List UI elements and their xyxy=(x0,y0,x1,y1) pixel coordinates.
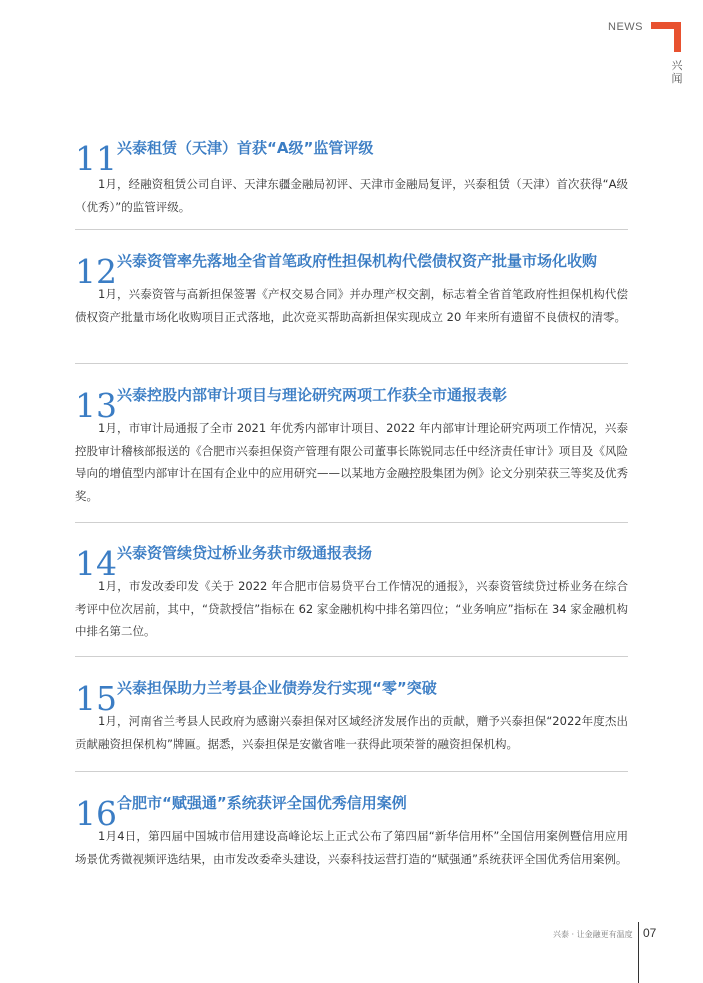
section-title: 兴闻 xyxy=(671,59,683,85)
item-body: 1月，河南省兰考县人民政府为感谢兴泰担保对区域经济发展作出的贡献，赠予兴泰担保“2022年度杰出贡献融资担保机构”牌匾。据悉，兴泰担保是安徽省唯一获得此项荣誉的融资担保机构。 xyxy=(75,714,628,751)
item-number: 15 xyxy=(75,679,117,718)
item-title: 兴泰租赁（天津）首获“A级”监管评级 xyxy=(117,139,374,157)
item-body: 1月，市审计局通报了全市 2021 年优秀内部审计项目、2022 年内部审计理论研究两项工作情况，兴泰控股审计稽核部报送的《合肥市兴泰担保资产管理有限公司董事长陈锐同志任中经济责任审计》项目及《风险导向的增值型内部审计在国有企业中的应用研究——以某地方金融控股集团为例》论文分别荣获三等奖及优秀奖。 xyxy=(75,421,628,503)
divider xyxy=(75,522,628,523)
item-number: 12 xyxy=(75,252,117,291)
item-title: 兴泰控股内部审计项目与理论研究两项工作获全市通报表彰 xyxy=(117,386,508,404)
item-body: 1月，市发改委印发《关于 2022 年合肥市信易贷平台工作情况的通报》，兴泰资管续贷过桥业务在综合考评中位次居前，其中，“贷款授信”指标在 62 家金融机构中排名第四位；“业务响应”指标在 34 家金融机构中排名第二位。 xyxy=(75,579,628,638)
item-title: 兴泰资管续贷过桥业务获市级通报表扬 xyxy=(117,544,373,562)
news-item-12 xyxy=(75,248,628,328)
footer-divider xyxy=(638,922,639,983)
news-item-13 xyxy=(75,382,628,507)
item-title: 兴泰担保助力兰考县企业债券发行实现“零”突破 xyxy=(117,679,437,697)
divider xyxy=(75,363,628,364)
corner-bracket-icon xyxy=(651,22,681,52)
item-body: 1月，兴泰资管与高新担保签署《产权交易合同》并办理产权交割，标志着全省首笔政府性担保机构代偿债权资产批量市场化收购项目正式落地，此次竞买帮助高新担保实现成立 20 年来所有遗留不良债权的清零。 xyxy=(75,287,628,324)
divider xyxy=(75,771,628,772)
page-number: 07 xyxy=(643,926,657,940)
divider xyxy=(75,656,628,657)
divider xyxy=(75,229,628,230)
item-number: 13 xyxy=(75,386,117,425)
item-number: 14 xyxy=(75,544,117,583)
item-title: 兴泰资管率先落地全省首笔政府性担保机构代偿债权资产批量市场化收购 xyxy=(117,252,598,270)
item-number: 11 xyxy=(75,139,117,178)
footer-slogan: 兴泰 · 让金融更有温度 xyxy=(553,930,633,939)
news-item-15 xyxy=(75,675,628,755)
item-title: 合肥市“赋强通”系统获评全国优秀信用案例 xyxy=(117,794,407,812)
news-label: NEWS xyxy=(608,21,643,33)
news-item-11 xyxy=(75,135,628,218)
item-body: 1月，经融资租赁公司自评、天津东疆金融局初评、天津市金融局复评，兴泰租赁（天津）首次获得“A级（优秀）”的监管评级。 xyxy=(75,177,628,214)
news-item-16 xyxy=(75,790,628,870)
item-number: 16 xyxy=(75,794,117,833)
item-body: 1月4日，第四届中国城市信用建设高峰论坛上正式公布了第四届“新华信用杯”全国信用案例暨信用应用场景优秀微视频评选结果，由市发改委牵头建设，兴泰科技运营打造的“赋强通”系统获评全国优秀信用案例。 xyxy=(75,829,628,866)
news-item-14 xyxy=(75,540,628,643)
